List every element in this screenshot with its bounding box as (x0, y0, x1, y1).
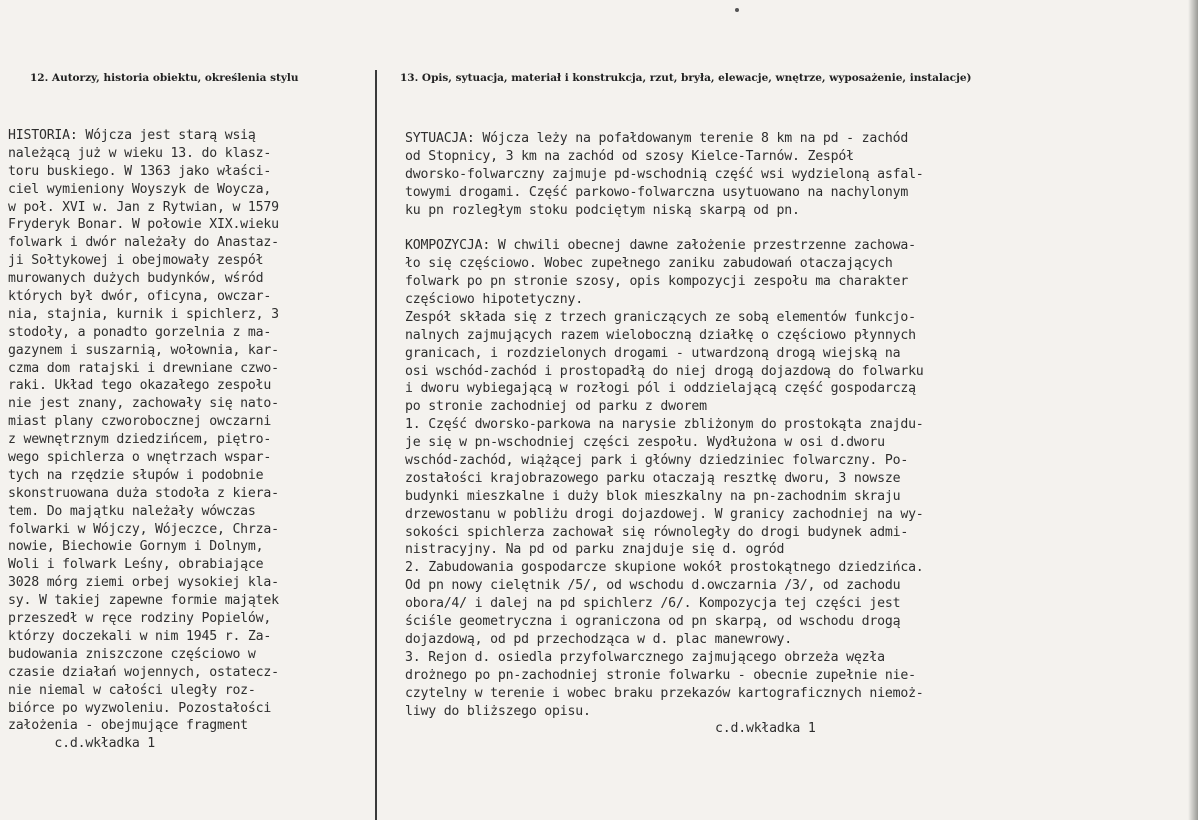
history-column (8, 127, 279, 753)
history-line: którzy doczekali w nim 1945 r. Za- (8, 628, 272, 644)
description-line: po stronie zachodniej od parku z dworem (405, 399, 707, 415)
description-line: budynki mieszkalne i duży blok mieszkalny na pn-zachodnim skraju (405, 488, 901, 504)
history-line: czma dom ratajski i drewniane czwo- (8, 360, 279, 376)
description-line: granicach, i rozdzielonych drogami - utwardzoną drogą wiejską na (405, 345, 901, 361)
description-line: zostałości krajobrazowego parku otaczają resztkę dworu, 3 nowsze (405, 470, 901, 486)
history-line: budowania zniszczone częściowo w (8, 646, 256, 662)
history-line: miast plany czworobocznej owczarni (8, 414, 272, 430)
history-line: sy. W takiej zapewne formie majątek (8, 593, 279, 609)
history-line: nie jest znany, zachowały się nato- (8, 396, 279, 412)
description-line: i dworu wybiegającą w rozłogi pól i oddzielającą część gospodarczą (405, 381, 916, 397)
history-line: raki. Układ tego okazałego zespołu (8, 378, 272, 394)
history-line: czasie działań wojennych, ostatecz- (8, 664, 279, 680)
description-line: od Stopnicy, 3 km na zachód od szosy Kielce-Tarnów. Zespół (405, 148, 854, 164)
history-line: stodoły, a ponadto gorzelnia z ma- (8, 324, 272, 340)
history-line: tych na rzędzie słupów i podobnie (8, 467, 264, 483)
history-line: przeszedł w ręce rodziny Popielów, (8, 611, 272, 627)
description-line: Zespół składa się z trzech graniczących ze sobą elementów funkcjo- (405, 309, 916, 325)
paragraph-gap (405, 219, 924, 237)
description-line: ściśle geometryczna i ograniczona od pn skarpą, od wschodu drogą (405, 614, 901, 630)
history-line: ciel wymieniony Woyszyk de Woycza, (8, 181, 272, 197)
history-line: nie niemal w całości uległy roz- (8, 682, 256, 698)
description-line: nistracyjny. Na pd od parku znajduje się d. ogród (405, 542, 785, 558)
history-line: HISTORIA: Wójcza jest starą wsią (8, 128, 256, 143)
header-section-12: 12. Autorzy, historia obiektu, określenia stylu (30, 72, 299, 84)
continuation-note: c.d.wkładka 1 (715, 721, 816, 737)
description-line: liwy do bliższego opisu. (405, 703, 591, 719)
description-line: osi wschód-zachód i prostopadłą do niej drogą dojazdową do folwarku (405, 363, 924, 379)
description-column (405, 130, 924, 738)
description-line: drzewostanu w pobliżu drogi dojazdowej. W granicy zachodniej na wy- (405, 506, 924, 522)
description-line: obora/4/ i dalej na pd spichlerz /6/. Kompozycja tej części jest (405, 596, 901, 612)
history-line: murowanych dużych budynków, wśród (8, 271, 264, 287)
description-line: drożnego po pn-zachodniej stronie folwarku - obecnie zupełnie nie- (405, 667, 916, 683)
description-line: 2. Zabudowania gospodarcze skupione wokół prostokątnego dziedzińca. (405, 560, 924, 576)
history-line: toru buskiego. W 1363 jako właści- (8, 163, 272, 179)
history-line: należącą już w wieku 13. do klasz- (8, 145, 272, 161)
history-line: nowie, Biechowie Gornym i Dolnym, (8, 539, 264, 555)
history-line: folwarki w Wójczy, Wójeczce, Chrza- (8, 521, 279, 537)
history-line: Fryderyk Bonar. W połowie XIX.wieku (8, 217, 279, 233)
description-line: wschód-zachód, wiążącej park i główny dziedziniec folwarczny. Po- (405, 453, 909, 469)
column-divider (375, 70, 377, 820)
description-line: czytelny w terenie i wobec braku przekazów kartograficznych niemoż- (405, 685, 924, 701)
history-line: tem. Do majątku należały wówczas (8, 503, 256, 519)
description-line: je się w pn-wschodniej części zespołu. Wydłużona w osi d.dworu (405, 435, 885, 451)
paper-speck (735, 8, 739, 12)
description-line: ło się częściowo. Wobec zupełnego zaniku zabudowań otaczających (405, 256, 893, 272)
description-line: dworsko-folwarczny zajmuje pd-wschodnią część wsi wydzieloną asfal- (405, 166, 924, 182)
description-line: 3. Rejon d. osiedla przyfolwarcznego zajmującego obrzeża węzła (405, 649, 885, 665)
history-line: biórce po wyzwoleniu. Pozostałości (8, 700, 272, 716)
history-line: folwark i dwór należały do Anastaz- (8, 235, 279, 251)
page-edge-shadow (1188, 0, 1198, 820)
history-line: których był dwór, oficyna, owczar- (8, 289, 272, 305)
description-line: nalnych zajmujących razem wieloboczną działkę o częściowo płynnych (405, 327, 916, 343)
history-line: w poł. XVI w. Jan z Rytwian, w 1579 (8, 199, 279, 215)
history-line: nia, stajnia, kurnik i spichlerz, 3 (8, 306, 279, 322)
history-line: c.d.wkładka 1 (8, 736, 156, 752)
history-line: skonstruowana duża stodoła z kiera- (8, 485, 279, 501)
description-line: 1. Część dworsko-parkowa na narysie zbliżonym do prostokąta znajdu- (405, 417, 924, 433)
description-line: sokości spichlerza zachował się równoległy do drogi budynek admi- (405, 524, 909, 540)
description-line: SYTUACJA: Wójcza leży na pofałdowanym terenie 8 km na pd - zachód (405, 131, 909, 146)
description-line: folwark po pn stronie szosy, opis kompozycji zespołu ma charakter (405, 274, 909, 290)
history-line: ji Sołtykowej i obejmowały zespół (8, 253, 264, 269)
header-section-13: 13. Opis, sytuacja, materiał i konstrukcja, rzut, bryła, elewacje, wnętrze, wyposażenie, instalacje) (400, 72, 972, 84)
history-line: gazynem i suszarnią, wołownia, kar- (8, 342, 279, 358)
description-line: częściowo hipotetyczny. (405, 292, 584, 308)
history-line: 3028 mórg ziemi orbej wysokiej kla- (8, 575, 279, 591)
description-line: ku pn rozległym stoku podciętym niską skarpą od pn. (405, 202, 800, 218)
description-line: Od pn nowy cielętnik /5/, od wschodu d.owczarnia /3/, od zachodu (405, 578, 901, 594)
description-line: dojazdową, od pd przechodząca w d. plac manewrowy. (405, 631, 792, 647)
history-line: z wewnętrznym dziedzińcem, piętro- (8, 432, 272, 448)
description-line: towymi drogami. Część parkowo-folwarczna usytuowano na nachylonym (405, 184, 909, 200)
history-line: założenia - obejmujące fragment (8, 718, 248, 734)
history-line: Woli i folwark Leśny, obrabiające (8, 557, 264, 573)
description-line: KOMPOZYCJA: W chwili obecnej dawne założenie przestrzenne zachowa- (405, 238, 916, 254)
history-line: wego spichlerza o wnętrzach wspar- (8, 450, 272, 466)
